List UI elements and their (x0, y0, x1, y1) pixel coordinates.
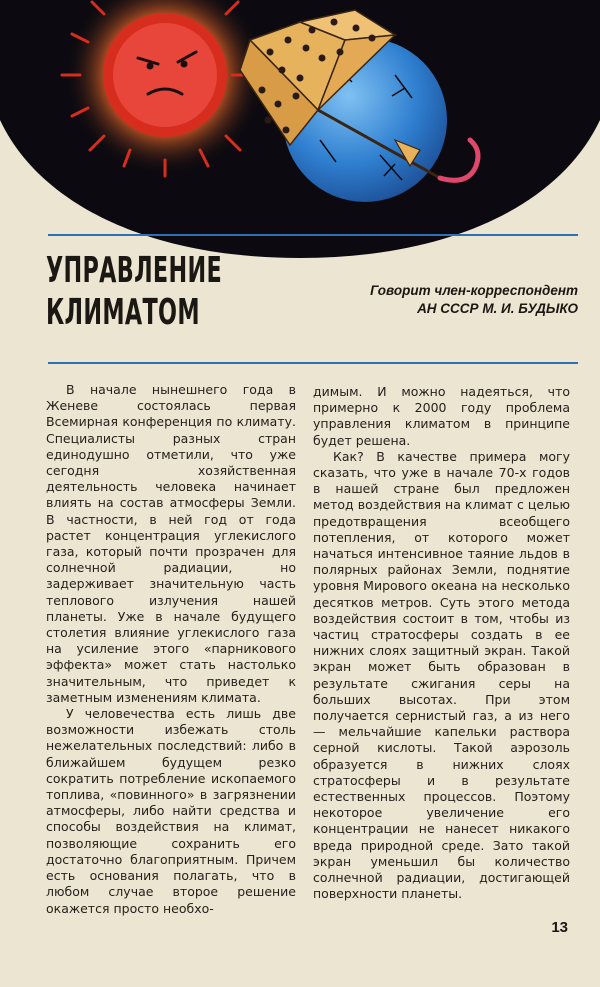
paragraph: Как? В качестве примера могу сказать, что уже в начале 70-х годов в нашей стране был предложен метод воздействия на климат с целью предотвращения всеобщего потепления, от которого может начаться интенсивное таяние льдов в полярных районах Земли, поднятие уровня Мирового океана на несколько десятков метров. Суть этого метода воздействия состоит в том, чтобы из частиц стратосферы создать в ее нижних слоях защитный экран. Такой экран может быть образован в результате сжигания серы на больших высотах. При этом получается сернистый газ, а из него — мельчайшие капельки раствора серной кислоты. Такой аэрозоль образуется в нижних слоях стратосферы и в результате естественных процессов. Поэтому некоторое увеличение его концентрации не нанесет никакого вреда природной среде. Зато такой экран уменьшил бы количество солнечной радиации, достигающей поверхности планеты. (313, 448, 570, 902)
title-line-1: УПРАВЛЕНИЕ (46, 250, 223, 291)
title-line-2: КЛИМАТОМ (46, 292, 200, 333)
byline (328, 282, 578, 318)
cover-illustration (0, 0, 600, 268)
top-divider (48, 234, 578, 236)
page-number: 13 (551, 919, 568, 936)
byline-line-1: Говорит член-корреспондент (370, 283, 578, 298)
paragraph: димым. И можно надеяться, что примерно к 2000 году проблема управления климатом в принципе будет решена. (313, 384, 570, 448)
article-title (46, 250, 222, 334)
text-column-left (46, 382, 296, 917)
bottom-divider (48, 362, 578, 364)
paragraph: В начале нынешнего года в Женеве состоялась первая Всемирная конференция по климату. Специалисты разных стран единодушно отметили, что уже сегодня хозяйственная деятельность человека начинает влиять на состав атмосферы Земли. В частности, в ней год от года растет концентрация углекислого газа, который почти прозрачен для солнечной радиации, но задерживает значительную часть теплового излучения нашей планеты. Уже в начале будущего столетия влияние углекислого газа на усиление этого «парникового эффекта» может стать настолько значительным, что приведет к заметным изменениям климата. (46, 382, 296, 705)
text-column-right (313, 384, 570, 903)
paragraph: У человечества есть лишь две возможности избежать столь нежелательных последствий: либо в ближайшем будущем резко сократить потребление ископаемого топлива, «повинного» в загрязнении атмосферы, либо найти средства и способы воздействия на климат, позволяющие сохранить его достаточно благоприятным. Причем есть основания полагать, что в любом случае второе решение окажется просто необхо- (46, 706, 296, 916)
byline-line-2: АН СССР М. И. БУДЫКО (417, 301, 578, 316)
